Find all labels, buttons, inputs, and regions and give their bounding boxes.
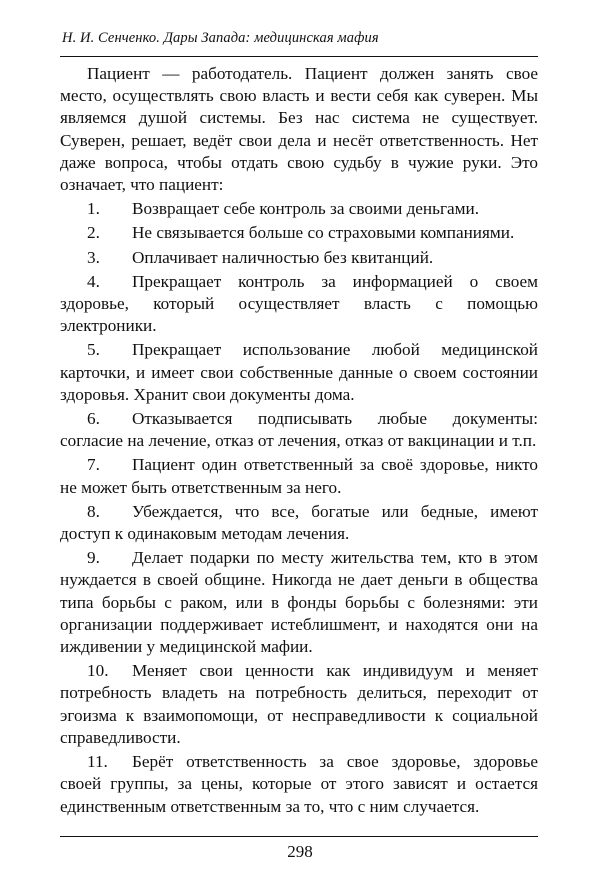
item-text: Прекращает контроль за информацией о своем здоровье, который осуществляет власть с помощью электроники. (60, 271, 538, 336)
list-item (60, 658, 538, 749)
numbered-list (60, 196, 538, 817)
item-number: 8. (87, 501, 100, 521)
footer-rule (60, 836, 538, 837)
list-item (60, 196, 538, 220)
page-number: 298 (287, 842, 313, 861)
item-text: Убеждается, что все, богатые или бедные, имеют доступ к одинаковым методам лечения. (60, 501, 538, 544)
item-text: Меняет свои ценности как индивидуум и меняет потребность владеть на потребность делиться, переходит от эгоизма к взаимопомощи, от несправедливости к социальной справедливости. (60, 661, 538, 747)
item-text: Пациент один ответственный за своё здоровье, никто не может быть ответственным за него. (60, 455, 538, 497)
item-text: Прекращает использование любой медицинской карточки, и имеет свои собственные данные о своем состоянии здоровья. Хранит свои документы дома. (60, 340, 538, 404)
list-item (60, 545, 538, 658)
item-number: 11. (87, 752, 108, 772)
list-item (60, 499, 538, 545)
list-item (60, 269, 538, 338)
list-item (60, 452, 538, 498)
list-item (60, 337, 538, 406)
list-item (60, 749, 538, 818)
item-text: Делает подарки по месту жительства тем, кто в этом нуждается в своей общине. Никогда не дает деньги в общества типа борьбы с раком, или в фонды борьбы с болезнями: эти организации поддерживает истеблишмент, и находятся они на иждивении у медицинской мафии. (60, 548, 538, 657)
item-number: 3. (87, 247, 100, 267)
item-text: Отказывается подписывать любые документы: согласие на лечение, отказ от лечения, отказ от вакцинации и т.п. (60, 409, 538, 451)
item-text: Возвращает себе контроль за своими деньгами. (132, 199, 480, 219)
list-item (60, 220, 538, 244)
item-number: 6. (87, 409, 100, 429)
item-text: Не связывается больше со страховыми компаниями. (132, 223, 515, 243)
item-number: 2. (87, 223, 100, 243)
item-number: 7. (87, 455, 100, 475)
item-number: 1. (87, 199, 100, 219)
item-number: 4. (87, 271, 100, 291)
intro-paragraph: Пациент — работодатель. Пациент должен занять свое место, осуществлять свою власть и вести себя как суверен. Мы являемся душой системы. Без нас система не существует. Суверен, решает, ведёт свои дела и несёт ответственность. Нет даже вопроса, чтобы отдать свою судьбу в чужие руки. Это означает, что пациент: (60, 64, 538, 195)
item-number: 10. (87, 661, 109, 681)
header-rule (60, 56, 538, 57)
item-text: Оплачивает наличностью без квитанций. (132, 247, 434, 267)
list-item (60, 245, 538, 269)
list-item (60, 406, 538, 452)
item-text: Берёт ответственность за свое здоровье, здоровье своей группы, за цены, которые от этого зависят и остается единственным ответственным за то, что с ним случается. (60, 752, 538, 816)
item-number: 5. (87, 340, 100, 360)
running-head: Н. И. Сенченко. Дары Запада: медицинская мафия (62, 30, 379, 46)
item-number: 9. (87, 548, 100, 568)
body-text (60, 63, 538, 818)
